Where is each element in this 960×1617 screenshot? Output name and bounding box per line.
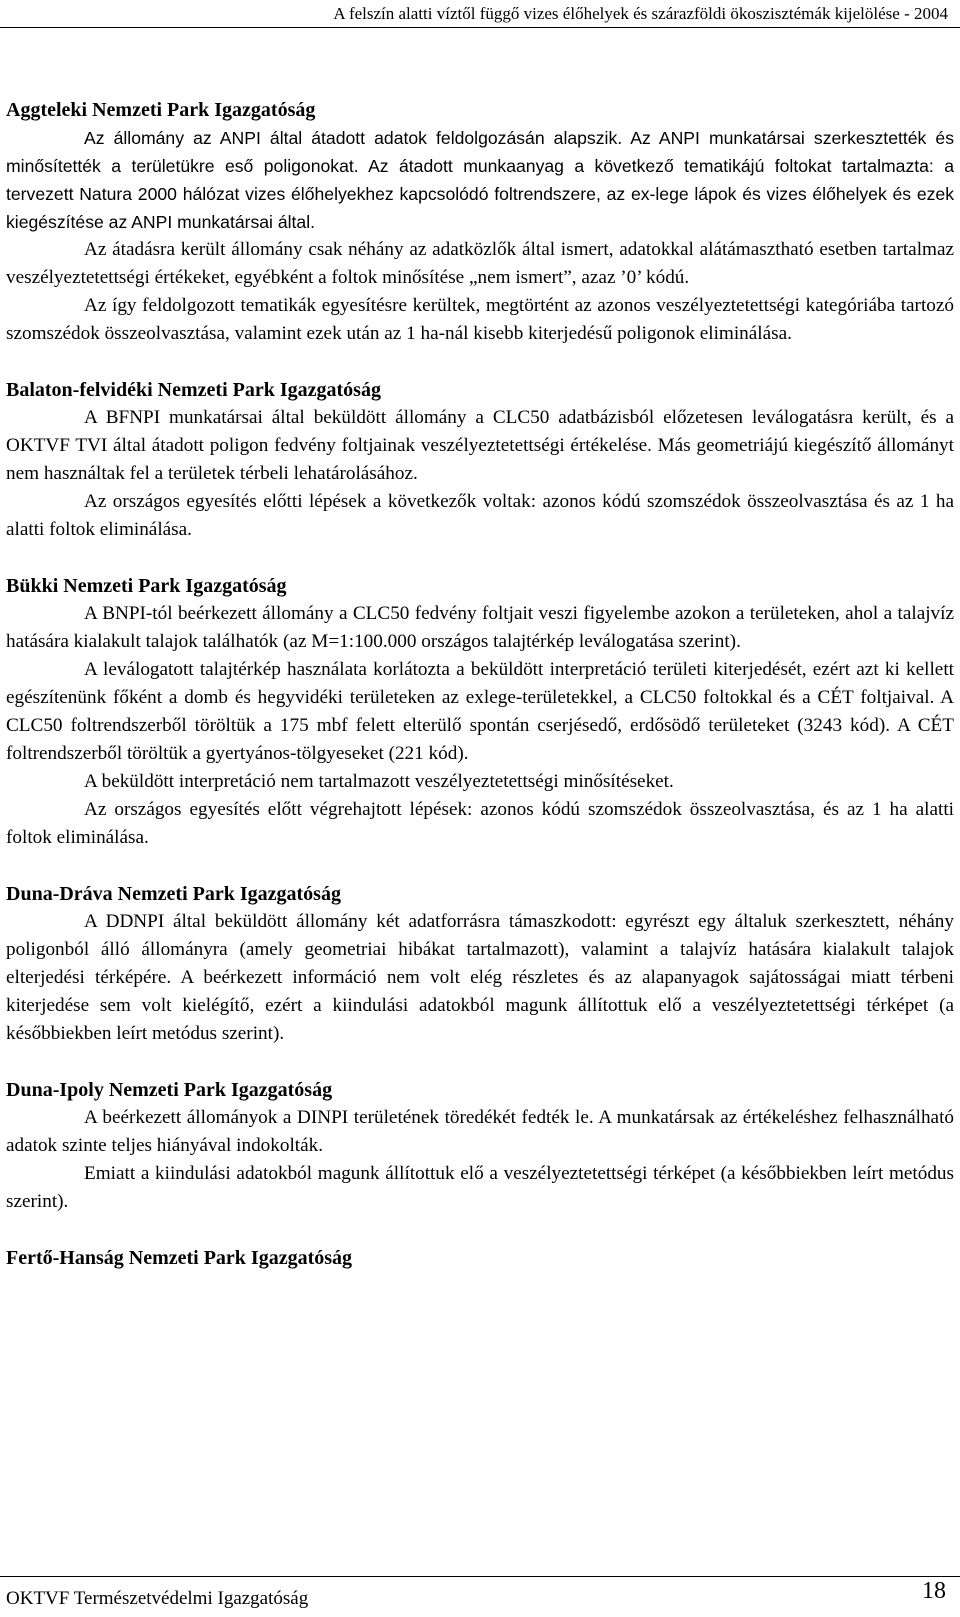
page-number: 18	[922, 1578, 946, 1604]
paragraph: A beküldött interpretáció nem tartalmazott veszélyeztetettségi minősítéseket.	[84, 771, 674, 792]
document-body	[6, 96, 954, 1272]
section-balaton-felvideki	[6, 376, 954, 544]
section-title: Duna-Ipoly Nemzeti Park Igazgatóság	[6, 1079, 333, 1101]
paragraph: Az országos egyesítés előtt végrehajtott lépések: azonos kódú szomszédok összeolvasztása, és az 1 ha alatti foltok eliminálása.	[6, 799, 954, 848]
paragraph: A DDNPI által beküldött állomány két adatforrásra támaszkodott: egyrészt egy általuk szerkesztett, néhány poligonból álló állományra (amely geometriai hibákat tartalmazott), valamint a talajvíz hatására kialakult talajok elterjedési térképére. A beérkezett információ nem volt elég részletes és az alapanyagok sajátosságai miatt térbeni kiterjedése sem volt kielégítő, ezért a kiindulási adatokból magunk állítottuk elő a veszélyeztetettségi térképet (a későbbiekben leírt metódus szerint).	[6, 911, 954, 1044]
section-duna-ipoly	[6, 1076, 954, 1216]
paragraph: Az átadásra került állomány csak néhány az adatközlők által ismert, adatokkal alátámasztható esetben tartalmaz veszélyeztetettségi értékeket, egyébként a foltok minősítése „nem ismert”, azaz ’0’ kódú.	[6, 239, 954, 288]
section-ferto-hansag	[6, 1244, 954, 1272]
section-title: Aggteleki Nemzeti Park Igazgatóság	[6, 99, 316, 121]
section-aggteleki	[6, 96, 954, 348]
paragraph: Az országos egyesítés előtti lépések a következők voltak: azonos kódú szomszédok összeolvasztása és az 1 ha alatti foltok eliminálása.	[6, 491, 954, 540]
footer-organization: OKTVF Természetvédelmi Igazgatóság	[6, 1588, 309, 1609]
paragraph: A BNPI-tól beérkezett állomány a CLC50 fedvény foltjait veszi figyelembe azokon a területeken, ahol a talajvíz hatására kialakult talajok találhatók (az M=1:100.000 országos talajtérkép leválogatása szerint).	[6, 603, 954, 652]
running-header	[0, 0, 960, 28]
section-title: Bükki Nemzeti Park Igazgatóság	[6, 575, 287, 597]
section-title: Balaton-felvidéki Nemzeti Park Igazgatóság	[6, 379, 381, 401]
paragraph: Az állomány az ANPI által átadott adatok feldolgozásán alapszik. Az ANPI munkatársai szerkesztették és minősítették a területükre eső poligonokat. Az átadott munkaanyag a következő tematikájú foltokat tartalmazta: a tervezett Natura 2000 hálózat vizes élőhelyekhez kapcsolódó foltrendszere, az ex-lege lápok és vizes élőhelyek és ezek kiegészítése az ANPI munkatársai által.	[6, 128, 954, 232]
footer-divider	[0, 1576, 960, 1577]
paragraph: Emiatt a kiindulási adatokból magunk állítottuk elő a veszélyeztetettségi térképet (a későbbiekben leírt metódus szerint).	[6, 1163, 954, 1212]
section-title: Fertő-Hanság Nemzeti Park Igazgatóság	[6, 1247, 353, 1269]
running-footer	[6, 1580, 946, 1610]
section-bukki	[6, 572, 954, 852]
section-title: Duna-Dráva Nemzeti Park Igazgatóság	[6, 883, 341, 905]
section-duna-drava	[6, 880, 954, 1048]
header-title: A felszín alatti víztől függő vizes élőhelyek és szárazföldi ökoszisztémák kijelölése - 2004	[333, 4, 948, 23]
paragraph: A leválogatott talajtérkép használata korlátozta a beküldött interpretáció területi kiterjedését, ezért azt ki kellett egészítenünk főként a domb és hegyvidéki területeken az exlege-területekkel, a CLC50 foltokkal és a CÉT foltjaival. A CLC50 foltrendszerből töröltük a 175 mbf felett elterülő spontán cserjésedő, erdősödő területeket (3243 kód). A CÉT foltrendszerből töröltük a gyertyános-tölgyeseket (221 kód).	[6, 659, 954, 764]
paragraph: A beérkezett állományok a DINPI területének töredékét fedték le. A munkatársak az értékeléshez felhasználható adatok szinte teljes hiányával indokolták.	[6, 1107, 954, 1156]
paragraph: A BFNPI munkatársai által beküldött állomány a CLC50 adatbázisból előzetesen leválogatásra került, és a OKTVF TVI által átadott poligon fedvény foltjainak veszélyeztetettségi értékelése. Más geometriájú kiegészítő állományt nem használtak fel a területek térbeli lehatárolásához.	[6, 407, 954, 484]
paragraph: Az így feldolgozott tematikák egyesítésre kerültek, megtörtént az azonos veszélyeztetettségi kategóriába tartozó szomszédok összeolvasztása, valamint ezek után az 1 ha-nál kisebb kiterjedésű poligonok eliminálása.	[6, 295, 954, 344]
